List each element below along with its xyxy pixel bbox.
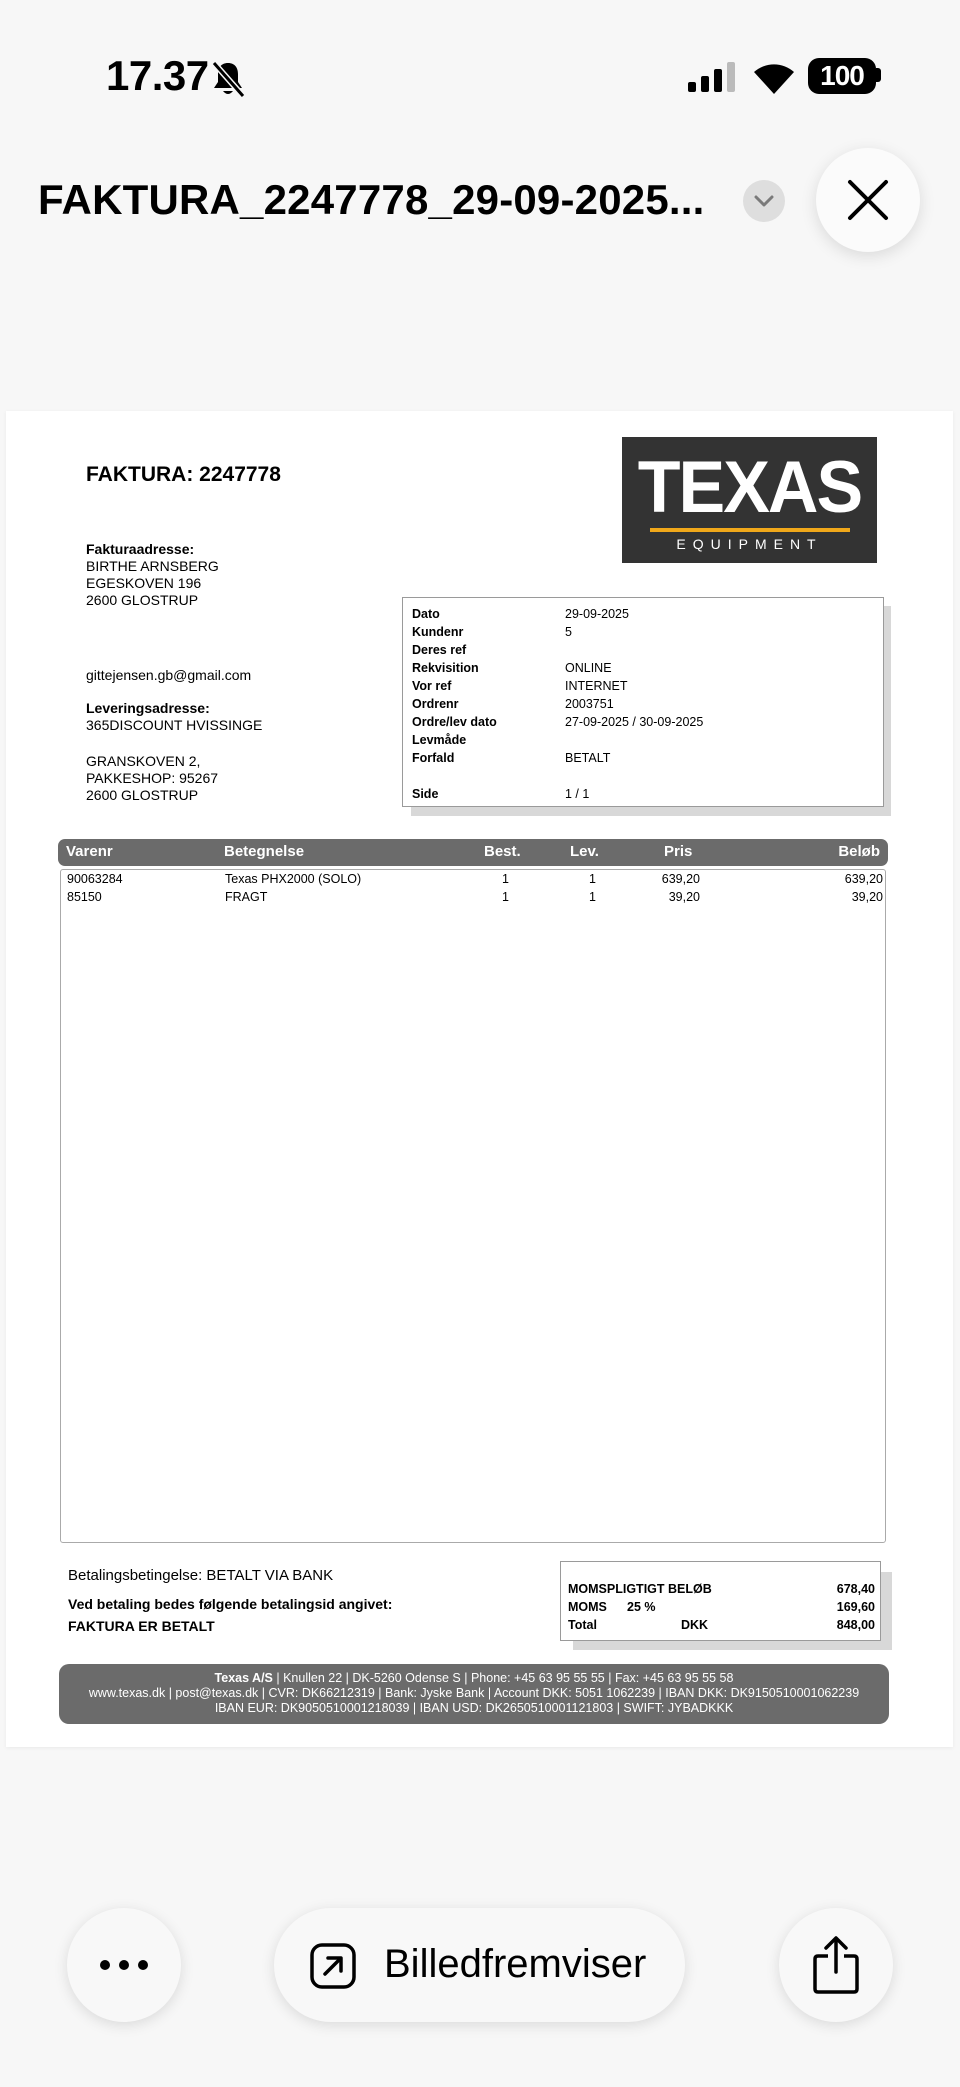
footer-line1: | Knullen 22 | DK-5260 Odense S | Phone: +45 63 95 55 55 | Fax: +45 63 95 55 58 (272, 1671, 734, 1685)
table-row: 90063284 Texas PHX2000 (SOLO) 1 1 639,20 639,20 (67, 872, 883, 886)
delivery-address-detail (86, 753, 218, 804)
share-button[interactable] (779, 1908, 893, 2022)
delivery-street: GRANSKOVEN 2, (86, 753, 201, 769)
billing-address (86, 541, 219, 609)
footer-company: Texas A/S (214, 1671, 273, 1685)
document-title: FAKTURA_2247778_29-09-2025... (38, 176, 705, 223)
col-best: Best. (484, 843, 521, 860)
footer-line2: www.texas.dk | post@texas.dk | CVR: DK66212319 | Bank: Jyske Bank | Account DKK: 5051 1062239 | IBAN DKK: DK9150510001062239 (88, 1686, 860, 1700)
footer-line3: IBAN EUR: DK9050510001218039 | IBAN USD: DK2650510001121803 | SWIFT: JYBADKKK (214, 1701, 734, 1715)
cellular-signal-icon (688, 62, 736, 92)
bell-slash-icon (210, 60, 246, 98)
battery-indicator: 100 (808, 58, 876, 94)
title-menu-button[interactable] (743, 180, 785, 222)
more-button[interactable] (67, 1908, 181, 2022)
arrow-up-right-square-icon (310, 1943, 356, 1989)
status-time: 17.37 (106, 52, 209, 99)
totals-box (560, 1561, 881, 1641)
invoice-page (6, 411, 953, 1747)
total-value: 848,00 (836, 1618, 875, 1632)
payment-note: Ved betaling bedes følgende betalingsid angivet: (68, 1596, 393, 1612)
delivery-name: 365DISCOUNT HVISSINGE (86, 717, 263, 733)
col-lev: Lev. (570, 843, 599, 860)
billing-name: BIRTHE ARNSBERG (86, 558, 219, 574)
billing-street: EGESKOVEN 196 (86, 575, 202, 591)
payment-status: FAKTURA ER BETALT (68, 1618, 215, 1634)
col-varenr: Varenr (66, 843, 113, 860)
battery-cap (876, 68, 881, 82)
delivery-label: Leveringsadresse: (86, 700, 210, 716)
vat-value: 169,60 (836, 1600, 875, 1614)
taxable-label: MOMSPLIGTIGT BELØB (568, 1582, 712, 1596)
vat-rate: 25 % (627, 1600, 656, 1614)
logo-accent-bar (650, 528, 850, 532)
total-label: Total (568, 1618, 597, 1632)
table-header (58, 839, 888, 866)
taxable-value: 678,40 (836, 1582, 875, 1596)
delivery-shop: PAKKESHOP: 95267 (86, 770, 219, 786)
col-pris: Pris (664, 843, 693, 860)
viewer-label: Billedfremviser (384, 1942, 647, 1986)
delivery-address (86, 700, 262, 734)
logo-subtitle: EQUIPMENT (676, 536, 823, 552)
billing-label: Fakturaadresse: (86, 541, 195, 557)
company-footer (59, 1664, 889, 1724)
open-in-image-viewer-button[interactable] (274, 1908, 685, 2022)
billing-city: 2600 GLOSTRUP (86, 592, 199, 608)
customer-email: gittejensen.gb@gmail.com (86, 667, 252, 683)
invoice-title: FAKTURA: 2247778 (86, 463, 281, 486)
table-row: 85150 FRAGT 1 1 39,20 39,20 (67, 890, 883, 904)
more-icon (99, 1959, 149, 1971)
delivery-city: 2600 GLOSTRUP (86, 787, 199, 803)
invoice-info-box: Dato 29-09-2025 Kundenr 5 Deres ref Rekvisition ONLINE Vor ref INTERNET Ordrenr 2003751 Ordre/lev dato 27-09-2025 / 30-09-2025 Levmåde Forfald BETALT Side 1 / 1 (402, 597, 884, 807)
vat-label: MOMS (568, 1600, 607, 1614)
close-icon (847, 179, 889, 221)
payment-terms: Betalingsbetingelse: BETALT VIA BANK (68, 1567, 334, 1584)
close-button[interactable] (816, 148, 920, 252)
logo-word: TEXAS (637, 446, 862, 528)
chevron-down-icon (754, 195, 774, 207)
texas-logo (622, 437, 877, 563)
wifi-icon (752, 60, 796, 94)
col-belob: Beløb (838, 843, 880, 860)
total-currency: DKK (681, 1618, 709, 1632)
share-icon (813, 1936, 859, 1994)
col-betegnelse: Betegnelse (224, 843, 305, 860)
line-items (60, 869, 886, 1543)
